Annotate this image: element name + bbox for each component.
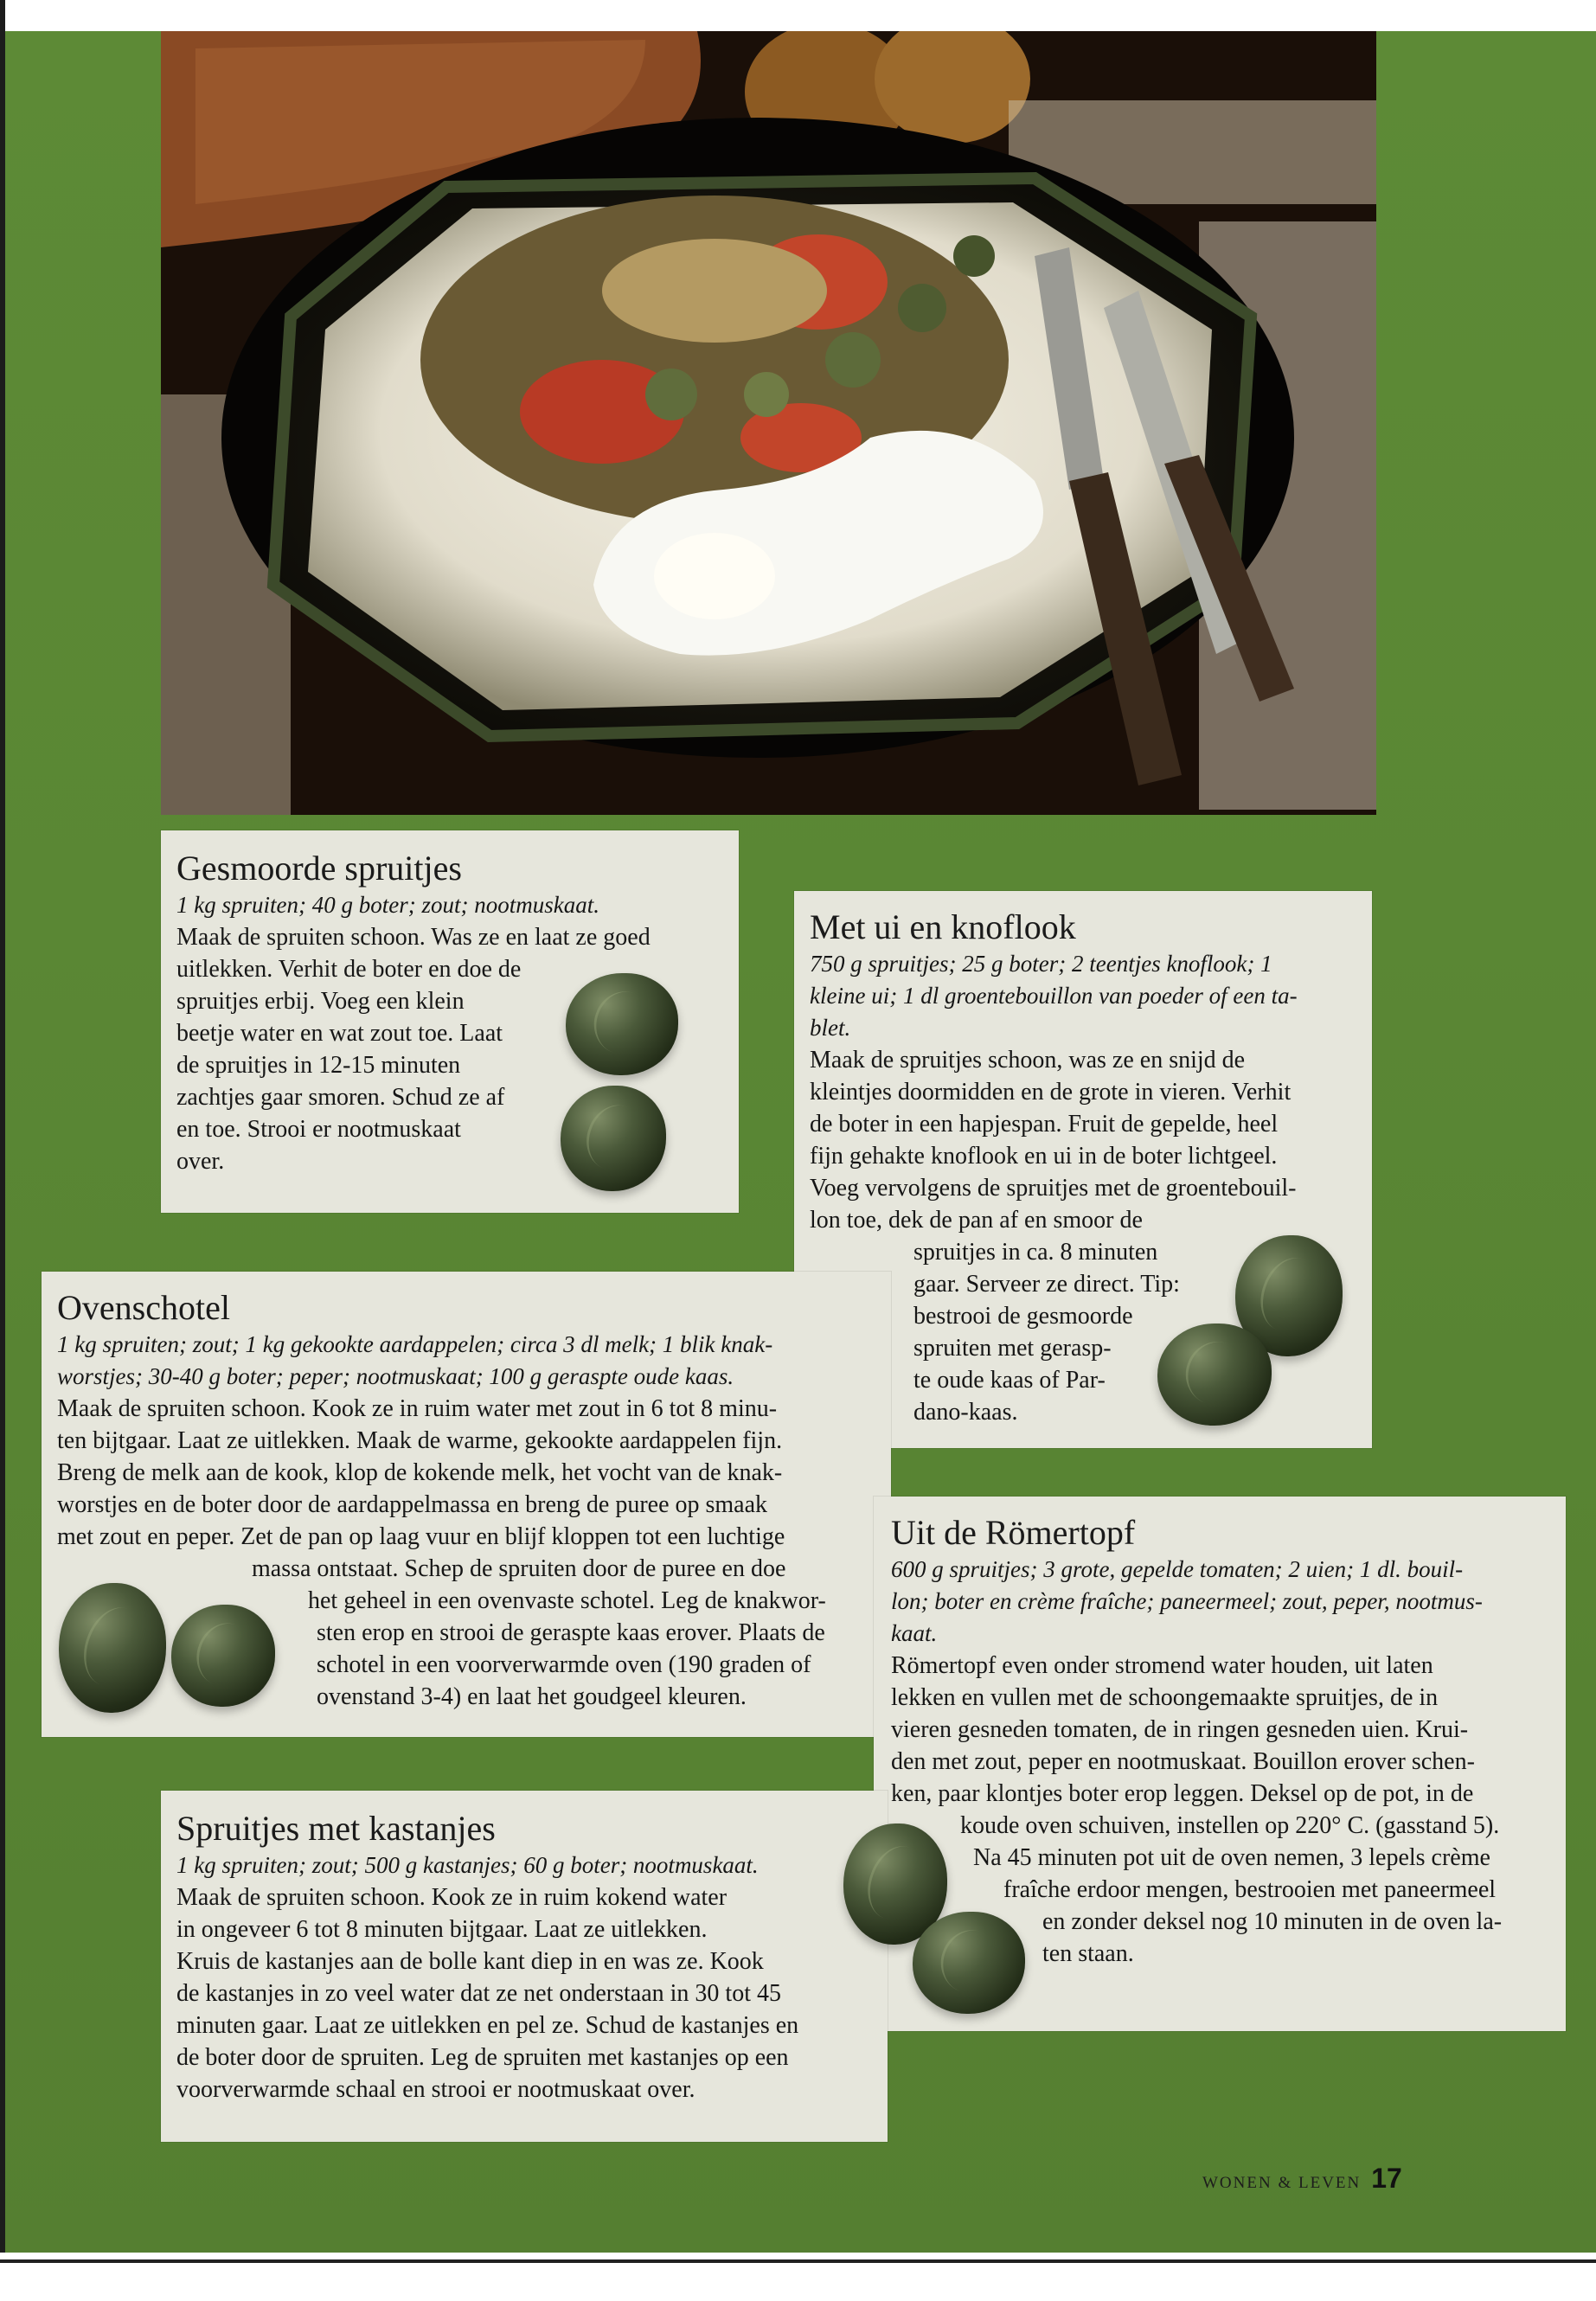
brussels-sprout-image bbox=[566, 973, 678, 1075]
text-line: massa ontstaat. Schep de spruiten door de puree en doe bbox=[252, 1555, 786, 1582]
text-line: Na 45 minuten pot uit de oven nemen, 3 lepels crème bbox=[973, 1844, 1490, 1871]
text-line: Voeg vervolgens de spruitjes met de groentebouil- bbox=[810, 1175, 1297, 1202]
text-line: 750 g spruitjes; 25 g boter; 2 teentjes knoflook; 1 bbox=[810, 951, 1272, 977]
text-line: blet. bbox=[810, 1015, 851, 1041]
text-line: en toe. Strooi er nootmuskaat bbox=[176, 1116, 461, 1143]
text-line: het geheel in een ovenvaste schotel. Leg de knakwor- bbox=[308, 1587, 826, 1614]
text-line: Kruis de kastanjes aan de bolle kant diep in en was ze. Kook bbox=[176, 1948, 764, 1975]
text-line: over. bbox=[176, 1148, 225, 1175]
text-line: voorverwarmde schaal en strooi er nootmuskaat over. bbox=[176, 2076, 695, 2103]
text-line: in ongeveer 6 tot 8 minuten bijtgaar. Laat ze uitlekken. bbox=[176, 1916, 708, 1943]
text-line: worstjes en de boter door de aardappelmassa en breng de puree op smaak bbox=[57, 1491, 768, 1518]
text-line: 1 kg spruiten; zout; 1 kg gekookte aardappelen; circa 3 dl melk; 1 blik knak- bbox=[57, 1331, 773, 1357]
text-line: dano-kaas. bbox=[913, 1399, 1018, 1426]
page-edge-line bbox=[0, 2259, 1596, 2263]
recipe-gesmoorde-spruitjes bbox=[161, 830, 739, 1213]
text-line: sten erop en strooi de geraspte kaas erover. Plaats de bbox=[317, 1619, 825, 1646]
recipe-ovenschotel bbox=[42, 1272, 891, 1737]
brussels-sprout-image bbox=[59, 1583, 166, 1713]
text-line: vieren gesneden tomaten, de in ringen gesneden uien. Krui- bbox=[891, 1716, 1469, 1743]
text-line: spruiten met gerasp- bbox=[913, 1335, 1112, 1362]
text-line: en zonder deksel nog 10 minuten in de oven la- bbox=[1042, 1908, 1503, 1935]
text-line: ken, paar klontjes boter erop leggen. Deksel op de pot, in de bbox=[891, 1780, 1474, 1807]
page-edge bbox=[0, 0, 5, 2301]
text-line: kaat. bbox=[891, 1620, 938, 1646]
recipe-ingredients: 1 kg spruiten; zout; 500 g kastanjes; 60 g boter; nootmuskaat. bbox=[176, 1852, 759, 1878]
text-line: schotel in een voorverwarmde oven (190 graden of bbox=[317, 1651, 811, 1678]
recipe-title: Ovenschotel bbox=[57, 1288, 230, 1327]
recipe-title: Spruitjes met kastanjes bbox=[176, 1809, 496, 1848]
text-line: fijn gehakte knoflook en ui in de boter lichtgeel. bbox=[810, 1143, 1278, 1170]
text-line: koude oven schuiven, instellen op 220° C. (gasstand 5). bbox=[960, 1812, 1500, 1839]
text-line: de spruitjes in 12-15 minuten bbox=[176, 1052, 461, 1079]
text-line: beetje water en wat zout toe. Laat bbox=[176, 1020, 503, 1047]
text-line: spruitjes erbij. Voeg een klein bbox=[176, 988, 465, 1015]
text-line: te oude kaas of Par- bbox=[913, 1367, 1106, 1394]
text-line: ovenstand 3-4) en laat het goudgeel kleuren. bbox=[317, 1683, 747, 1710]
text-line: 600 g spruitjes; 3 grote, gepelde tomaten; 2 uien; 1 dl. bouil- bbox=[891, 1556, 1464, 1582]
recipe-spruitjes-met-kastanjes bbox=[161, 1791, 888, 2142]
page-footer bbox=[1202, 2163, 1410, 2194]
text-line: Maak de spruiten schoon. Was ze en laat ze goed bbox=[176, 924, 651, 951]
text-line: bestrooi de gesmoorde bbox=[913, 1303, 1133, 1330]
recipe-ingredients: 1 kg spruiten; 40 g boter; zout; nootmuskaat. bbox=[176, 892, 599, 918]
dish-photo bbox=[161, 31, 1376, 815]
text-line: de boter door de spruiten. Leg de spruiten met kastanjes op een bbox=[176, 2044, 789, 2071]
text-line: Maak de spruiten schoon. Kook ze in ruim kokend water bbox=[176, 1884, 727, 1911]
text-line: uitlekken. Verhit de boter en doe de bbox=[176, 956, 522, 983]
recipe-ingredients bbox=[891, 1554, 1557, 1650]
brussels-sprout-image bbox=[171, 1605, 275, 1707]
recipe-ingredients bbox=[810, 948, 1363, 1044]
text-line: met zout en peper. Zet de pan op laag vuur en blijf kloppen tot een luchtige bbox=[57, 1523, 785, 1550]
text-line: Maak de spruiten schoon. Kook ze in ruim water met zout in 6 tot 8 minu- bbox=[57, 1395, 778, 1422]
recipe-ingredients bbox=[57, 1329, 883, 1393]
text-line: kleintjes doormidden en de grote in vieren. Verhit bbox=[810, 1079, 1292, 1106]
text-line: lon toe, dek de pan af en smoor de bbox=[810, 1207, 1143, 1234]
brussels-sprout-image bbox=[1157, 1324, 1272, 1426]
text-line: de boter in een hapjespan. Fruit de gepelde, heel bbox=[810, 1111, 1279, 1138]
recipe-instructions bbox=[176, 1881, 881, 2106]
text-line: zachtjes gaar smoren. Schud ze af bbox=[176, 1084, 505, 1111]
magazine-name: WONEN & LEVEN bbox=[1202, 2174, 1362, 2192]
text-line: Maak de spruitjes schoon, was ze en snijd de bbox=[810, 1047, 1246, 1074]
text-line: ten staan. bbox=[1042, 1940, 1134, 1967]
recipe-title: Gesmoorde spruitjes bbox=[176, 849, 462, 888]
text-line: ten bijtgaar. Laat ze uitlekken. Maak de warme, gekookte aardappelen fijn. bbox=[57, 1427, 783, 1454]
brussels-sprout-image bbox=[561, 1086, 666, 1191]
brussels-sprout-image bbox=[913, 1912, 1025, 2014]
text-line: gaar. Serveer ze direct. Tip: bbox=[913, 1271, 1180, 1298]
text-line: Römertopf even onder stromend water houden, uit laten bbox=[891, 1652, 1433, 1679]
text-line: Breng de melk aan de kook, klop de kokende melk, het vocht van de knak- bbox=[57, 1459, 783, 1486]
text-line: den met zout, peper en nootmuskaat. Bouillon erover schen- bbox=[891, 1748, 1475, 1775]
recipe-title: Met ui en knoflook bbox=[810, 907, 1076, 946]
text-line: spruitjes in ca. 8 minuten bbox=[913, 1239, 1158, 1266]
text-line: lekken en vullen met de schoongemaakte spruitjes, de in bbox=[891, 1684, 1439, 1711]
text-line: de kastanjes in zo veel water dat ze net onderstaan in 30 tot 45 bbox=[176, 1980, 781, 2007]
text-line: lon; boter en crème fraîche; paneermeel; zout, peper, nootmus- bbox=[891, 1588, 1483, 1614]
text-line: fraîche erdoor mengen, bestrooien met paneermeel bbox=[1003, 1876, 1497, 1903]
page-number: 17 bbox=[1371, 2163, 1402, 2194]
text-line: minuten gaar. Laat ze uitlekken en pel ze. Schud de kastanjes en bbox=[176, 2012, 799, 2039]
recipe-title: Uit de Römertopf bbox=[891, 1513, 1136, 1552]
text-line: kleine ui; 1 dl groentebouillon van poeder of een ta- bbox=[810, 983, 1298, 1009]
text-line: worstjes; 30-40 g boter; peper; nootmuskaat; 100 g geraspte oude kaas. bbox=[57, 1363, 734, 1389]
